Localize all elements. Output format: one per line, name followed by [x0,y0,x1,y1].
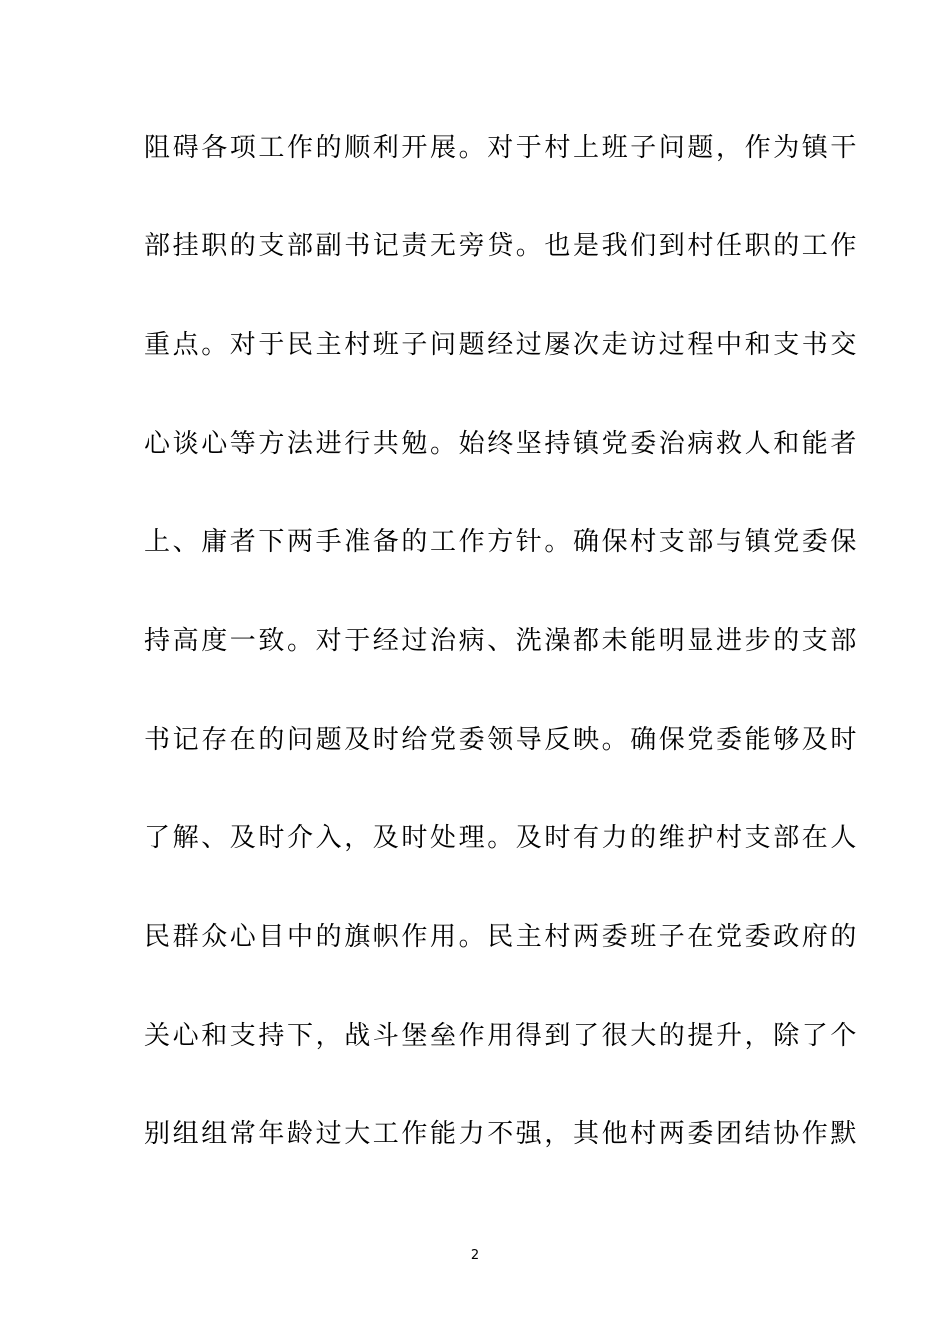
text-line: 重点。对于民主村班子问题经过屡次走访过程中和支书交 [144,330,860,360]
text-line: 阻碍各项工作的顺利开展。对于村上班子问题，作为镇干 [144,133,860,163]
text-line: 持高度一致。对于经过治病、洗澡都未能明显进步的支部 [144,626,860,656]
text-line: 书记存在的问题及时给党委领导反映。确保党委能够及时 [144,725,860,755]
text-line: 了解、及时介入，及时处理。及时有力的维护村支部在人 [144,823,860,853]
text-line: 部挂职的支部副书记责无旁贷。也是我们到村任职的工作 [144,231,860,261]
page-number: 2 [470,1248,480,1263]
text-line: 心谈心等方法进行共勉。始终坚持镇党委治病救人和能者 [144,429,860,459]
text-line: 关心和支持下，战斗堡垒作用得到了很大的提升，除了个 [144,1021,860,1051]
text-line: 别组组常年龄过大工作能力不强，其他村两委团结协作默 [144,1119,860,1149]
text-line: 民群众心目中的旗帜作用。民主村两委班子在党委政府的 [144,922,860,952]
text-line: 上、庸者下两手准备的工作方针。确保村支部与镇党委保 [144,527,860,557]
